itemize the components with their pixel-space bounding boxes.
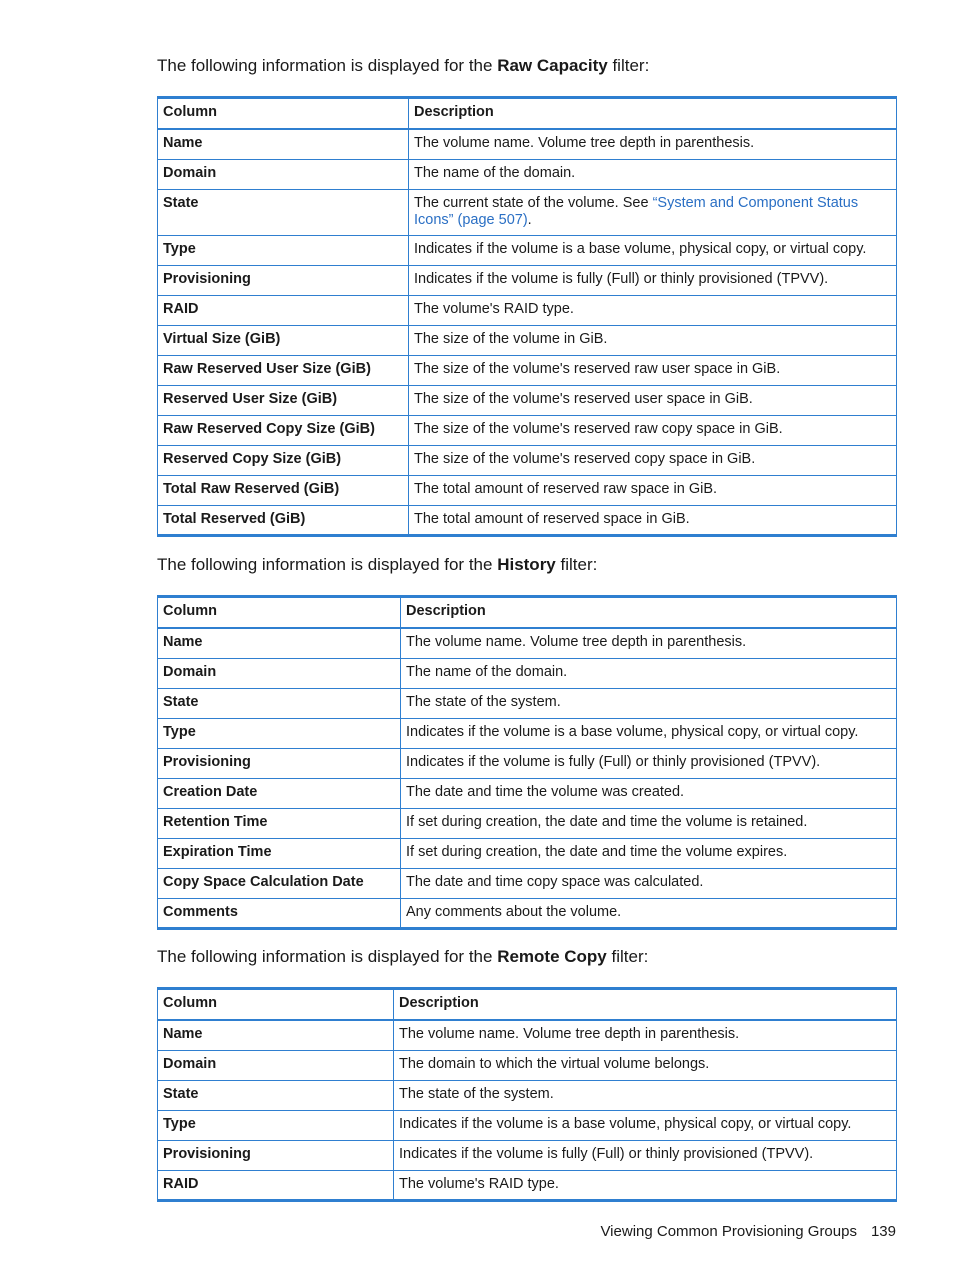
row-description: The current state of the volume. See “System and Component Status Icons” (page 507). (409, 189, 897, 235)
filter-name: Raw Capacity (497, 56, 608, 75)
table-row (158, 808, 897, 838)
row-column-name: Provisioning (158, 1140, 394, 1170)
table-row (158, 868, 897, 898)
row-column-name: Comments (158, 898, 401, 928)
table-row (158, 748, 897, 778)
row-description: The name of the domain. (409, 159, 897, 189)
row-column-name: Type (158, 235, 409, 265)
row-description: The total amount of reserved raw space in GiB. (409, 475, 897, 505)
row-description: The date and time the volume was created. (401, 778, 897, 808)
table-row (158, 385, 897, 415)
raw-capacity-intro: The following information is displayed for the Raw Capacity filter: (157, 56, 650, 75)
row-column-name: Domain (158, 1050, 394, 1080)
table-row (158, 265, 897, 295)
row-column-name: RAID (158, 1170, 394, 1200)
row-column-name: State (158, 688, 401, 718)
row-description: The total amount of reserved space in GiB. (409, 505, 897, 535)
row-description: The volume name. Volume tree depth in parenthesis. (401, 628, 897, 658)
row-description: The state of the system. (401, 688, 897, 718)
table-row (158, 1110, 897, 1140)
row-column-name: Provisioning (158, 748, 401, 778)
row-column-name: Provisioning (158, 265, 409, 295)
row-description: The volume name. Volume tree depth in parenthesis. (394, 1020, 897, 1050)
table-header-row (158, 597, 897, 629)
row-description: Indicates if the volume is a base volume, physical copy, or virtual copy. (394, 1110, 897, 1140)
filter-name: Remote Copy (497, 947, 607, 966)
table-row (158, 1020, 897, 1050)
table-row (158, 1170, 897, 1200)
row-column-name: Name (158, 628, 401, 658)
row-description: The volume's RAID type. (409, 295, 897, 325)
row-column-name: Reserved User Size (GiB) (158, 385, 409, 415)
row-description: The name of the domain. (401, 658, 897, 688)
row-column-name: Virtual Size (GiB) (158, 325, 409, 355)
row-description: The size of the volume's reserved raw copy space in GiB. (409, 415, 897, 445)
description-header: Description (409, 98, 897, 130)
row-description: Any comments about the volume. (401, 898, 897, 928)
raw-capacity-table (157, 96, 897, 537)
table-row (158, 1140, 897, 1170)
table-row (158, 325, 897, 355)
row-column-name: Domain (158, 658, 401, 688)
row-column-name: State (158, 1080, 394, 1110)
row-column-name: Retention Time (158, 808, 401, 838)
table-row (158, 445, 897, 475)
table-row (158, 1080, 897, 1110)
table-row (158, 898, 897, 928)
filter-name: History (497, 555, 556, 574)
row-column-name: Total Reserved (GiB) (158, 505, 409, 535)
row-column-name: RAID (158, 295, 409, 325)
row-column-name: Total Raw Reserved (GiB) (158, 475, 409, 505)
row-column-name: Domain (158, 159, 409, 189)
page-number: 139 (870, 1223, 896, 1240)
table-row (158, 129, 897, 159)
row-description: The domain to which the virtual volume belongs. (394, 1050, 897, 1080)
status-icons-link[interactable]: “System and Component Status Icons” (page 507) (414, 194, 859, 228)
row-description: If set during creation, the date and time the volume is retained. (401, 808, 897, 838)
table-row (158, 688, 897, 718)
table-row (158, 718, 897, 748)
table-row (158, 235, 897, 265)
column-header: Column (158, 98, 409, 130)
description-header: Description (401, 597, 897, 629)
table-row (158, 1050, 897, 1080)
row-description: Indicates if the volume is fully (Full) or thinly provisioned (TPVV). (409, 265, 897, 295)
row-description: If set during creation, the date and time the volume expires. (401, 838, 897, 868)
footer-section-title: Viewing Common Provisioning Groups (600, 1223, 857, 1240)
row-description: The size of the volume's reserved copy space in GiB. (409, 445, 897, 475)
history-intro: The following information is displayed for the History filter: (157, 555, 598, 574)
table-row (158, 838, 897, 868)
table-header-row (158, 989, 897, 1021)
row-column-name: Type (158, 1110, 394, 1140)
row-column-name: Creation Date (158, 778, 401, 808)
row-column-name: Raw Reserved Copy Size (GiB) (158, 415, 409, 445)
column-header: Column (158, 597, 401, 629)
table-row (158, 505, 897, 535)
column-header: Column (158, 989, 394, 1021)
row-column-name: State (158, 189, 409, 235)
row-description: The state of the system. (394, 1080, 897, 1110)
table-row (158, 658, 897, 688)
description-header: Description (394, 989, 897, 1021)
row-column-name: Raw Reserved User Size (GiB) (158, 355, 409, 385)
table-row (158, 355, 897, 385)
row-column-name: Copy Space Calculation Date (158, 868, 401, 898)
row-column-name: Expiration Time (158, 838, 401, 868)
row-description: The volume name. Volume tree depth in parenthesis. (409, 129, 897, 159)
row-description: Indicates if the volume is a base volume, physical copy, or virtual copy. (401, 718, 897, 748)
row-description: Indicates if the volume is a base volume, physical copy, or virtual copy. (409, 235, 897, 265)
page-footer (600, 1222, 896, 1242)
row-description: The date and time copy space was calculated. (401, 868, 897, 898)
row-column-name: Reserved Copy Size (GiB) (158, 445, 409, 475)
row-description: Indicates if the volume is fully (Full) or thinly provisioned (TPVV). (401, 748, 897, 778)
table-row (158, 189, 897, 235)
remote-copy-table (157, 987, 897, 1202)
row-description: The size of the volume's reserved user space in GiB. (409, 385, 897, 415)
row-column-name: Type (158, 718, 401, 748)
row-column-name: Name (158, 1020, 394, 1050)
table-header-row (158, 98, 897, 130)
table-row (158, 295, 897, 325)
row-description: The size of the volume in GiB. (409, 325, 897, 355)
row-description: Indicates if the volume is fully (Full) or thinly provisioned (TPVV). (394, 1140, 897, 1170)
row-column-name: Name (158, 129, 409, 159)
remote-copy-intro: The following information is displayed for the Remote Copy filter: (157, 947, 649, 966)
row-description: The size of the volume's reserved raw user space in GiB. (409, 355, 897, 385)
row-description: The volume's RAID type. (394, 1170, 897, 1200)
table-row (158, 475, 897, 505)
history-table (157, 595, 897, 930)
table-row (158, 778, 897, 808)
table-row (158, 628, 897, 658)
table-row (158, 159, 897, 189)
table-row (158, 415, 897, 445)
